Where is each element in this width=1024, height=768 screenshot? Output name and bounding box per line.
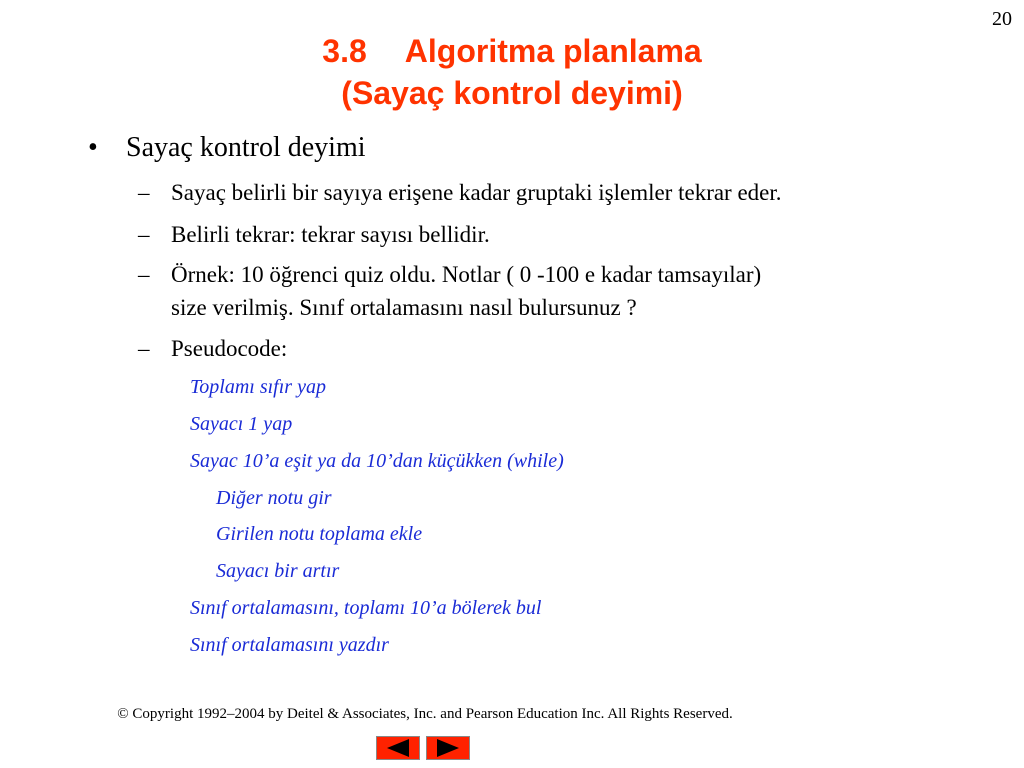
dash-symbol: – <box>138 336 150 361</box>
pseudocode-line: Diğer notu gir <box>216 487 332 509</box>
pseudocode-line: Sayac 10’a eşit ya da 10’dan küçükken (while) <box>190 450 564 472</box>
right-triangle-icon <box>437 739 459 757</box>
slide-navigation <box>376 736 470 760</box>
sub-item-text: Belirli tekrar: tekrar sayısı bellidir. <box>171 222 490 247</box>
section-number: 3.8 <box>322 33 367 69</box>
sub-item <box>138 258 958 324</box>
sub-item-text: Sayaç belirli bir sayıya erişene kadar gruptaki işlemler tekrar eder. <box>171 180 782 205</box>
title-line-2: (Sayaç kontrol deyimi) <box>341 75 683 111</box>
bullet-text: Sayaç kontrol deyimi <box>126 132 366 163</box>
pseudocode-line: Sayacı bir artır <box>216 560 340 582</box>
dash-symbol: – <box>138 262 150 287</box>
pseudocode-line: Sınıf ortalamasını yazdır <box>190 634 389 656</box>
title-text: Algoritma planlama <box>404 33 702 69</box>
dash-symbol: – <box>138 222 150 247</box>
copyright-notice: © Copyright 1992–2004 by Deitel & Associates, Inc. and Pearson Education Inc. All Rights Reserved. <box>117 706 733 722</box>
pseudocode-line: Sayacı 1 yap <box>190 413 293 435</box>
sub-item-text-continued: size verilmiş. Sınıf ortalamasını nasıl bulursunuz ? <box>171 295 637 320</box>
sub-item-text: Pseudocode: <box>171 336 288 361</box>
bullet-item <box>88 130 366 166</box>
title-line-1 <box>0 30 1024 72</box>
next-slide-button[interactable] <box>426 736 470 760</box>
slide-title <box>0 30 1024 114</box>
pseudocode-line: Toplamı sıfır yap <box>190 376 326 398</box>
page-number: 20 <box>992 8 1012 30</box>
sub-item <box>138 176 958 209</box>
left-triangle-icon <box>387 739 409 757</box>
pseudocode-line: Girilen notu toplama ekle <box>216 523 423 545</box>
sub-item-text: Örnek: 10 öğrenci quiz oldu. Notlar ( 0 -100 e kadar tamsayılar) <box>171 262 762 287</box>
previous-slide-button[interactable] <box>376 736 420 760</box>
sub-item <box>138 218 958 251</box>
pseudocode-line: Sınıf ortalamasını, toplamı 10’a bölerek bul <box>190 597 542 619</box>
sub-item <box>138 332 958 365</box>
dash-symbol: – <box>138 180 150 205</box>
bullet-symbol: • <box>88 132 98 163</box>
